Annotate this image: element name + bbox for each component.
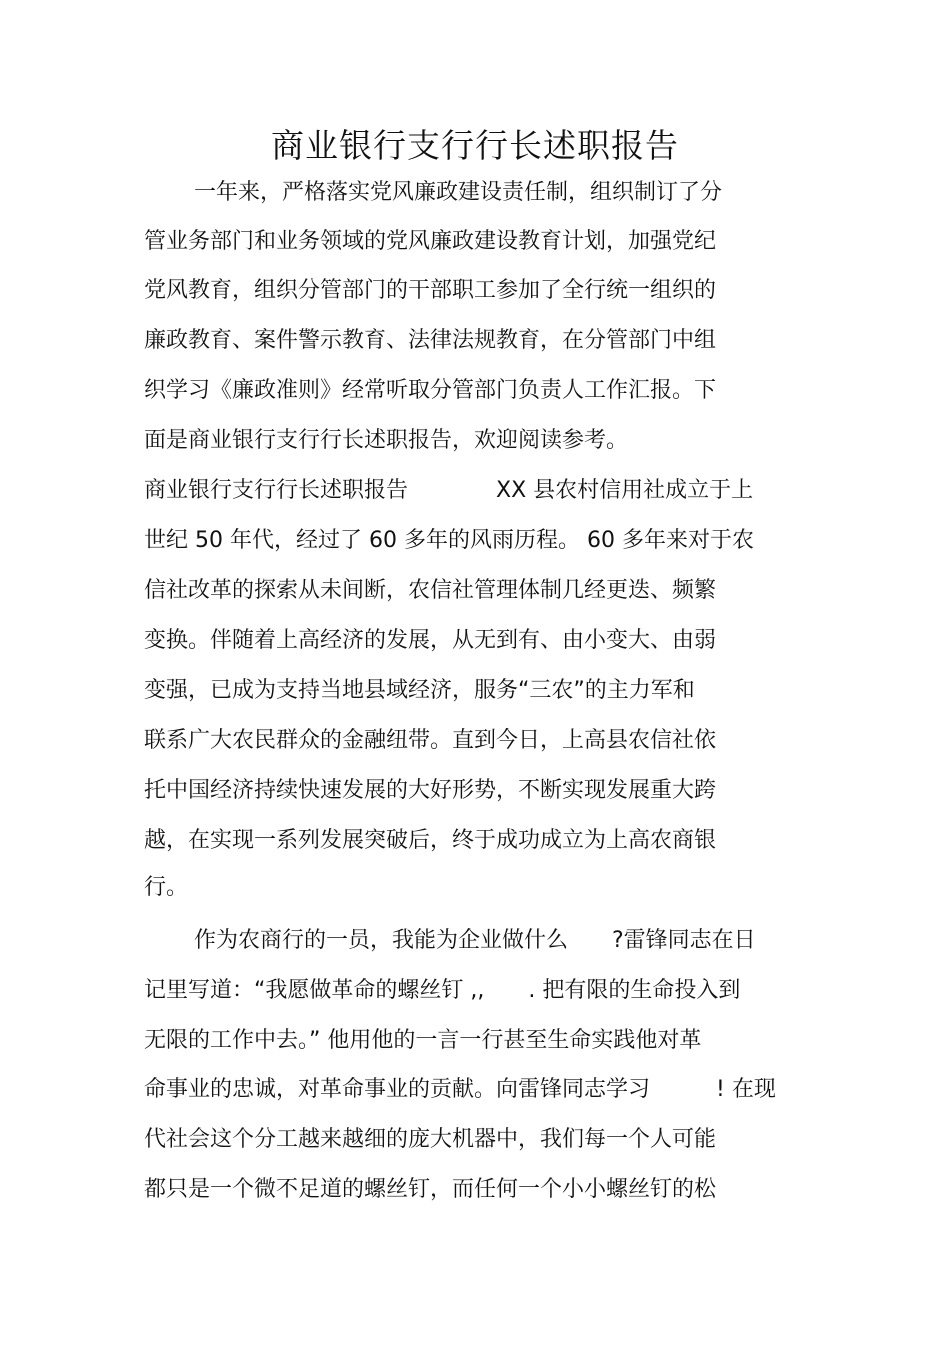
paragraph-line: 变强，已成为支持当地县域经济，服务“三农”的主力军和 [144,678,695,703]
paragraph-line: 世纪 50 年代，经过了 60 多年的风雨历程。 60 多年来对于农 [144,528,754,553]
paragraph-line: 都只是一个微不足道的螺丝钉，而任何一个小小螺丝钉的松 [144,1177,717,1202]
paragraph-line: 一年来，严格落实党风廉政建设责任制，组织制订了分 [194,180,723,205]
paragraph-line: 作为农商行的一员，我能为企业做什么 ?雷锋同志在日 [194,928,756,953]
paragraph-line: 托中国经济持续快速发展的大好形势，不断实现发展重大跨 [144,778,717,803]
paragraph-line: 命事业的忠诚，对革命事业的贡献。向雷锋同志学习 ! 在现 [144,1077,776,1102]
paragraph-line: 记里写道：“我愿做革命的螺丝钉 ,, . 把有限的生命投入到 [144,978,741,1003]
paragraph-line: 变换。伴随着上高经济的发展，从无到有、由小变大、由弱 [144,628,717,653]
paragraph-line: 织学习《廉政准则》经常听取分管部门负责人工作汇报。下 [144,378,717,403]
paragraph-line: 信社改革的探索从未间断，农信社管理体制几经更迭、频繁 [144,578,717,603]
paragraph-line: 行。 [144,875,189,900]
paragraph-line: 代社会这个分工越来越细的庞大机器中，我们每一个人可能 [144,1127,717,1152]
paragraph-line: 联系广大农民群众的金融纽带。直到今日，上高县农信社依 [144,728,717,753]
paragraph-line: 管业务部门和业务领域的党风廉政建设教育计划，加强党纪 [144,229,717,254]
document-title: 商业银行支行行长述职报告 [271,126,679,165]
paragraph-line: 无限的工作中去。” 他用他的一言一行甚至生命实践他对革 [144,1028,702,1053]
paragraph-line: 商业银行支行行长述职报告 XX 县农村信用社成立于上 [144,478,754,503]
paragraph-line: 越，在实现一系列发展突破后，终于成功成立为上高农商银 [144,828,717,853]
paragraph-line: 廉政教育、案件警示教育、法律法规教育，在分管部门中组 [144,328,717,353]
paragraph-line: 面是商业银行支行行长述职报告，欢迎阅读参考。 [144,428,629,453]
paragraph-line: 党风教育，组织分管部门的干部职工参加了全行统一组织的 [144,278,717,303]
